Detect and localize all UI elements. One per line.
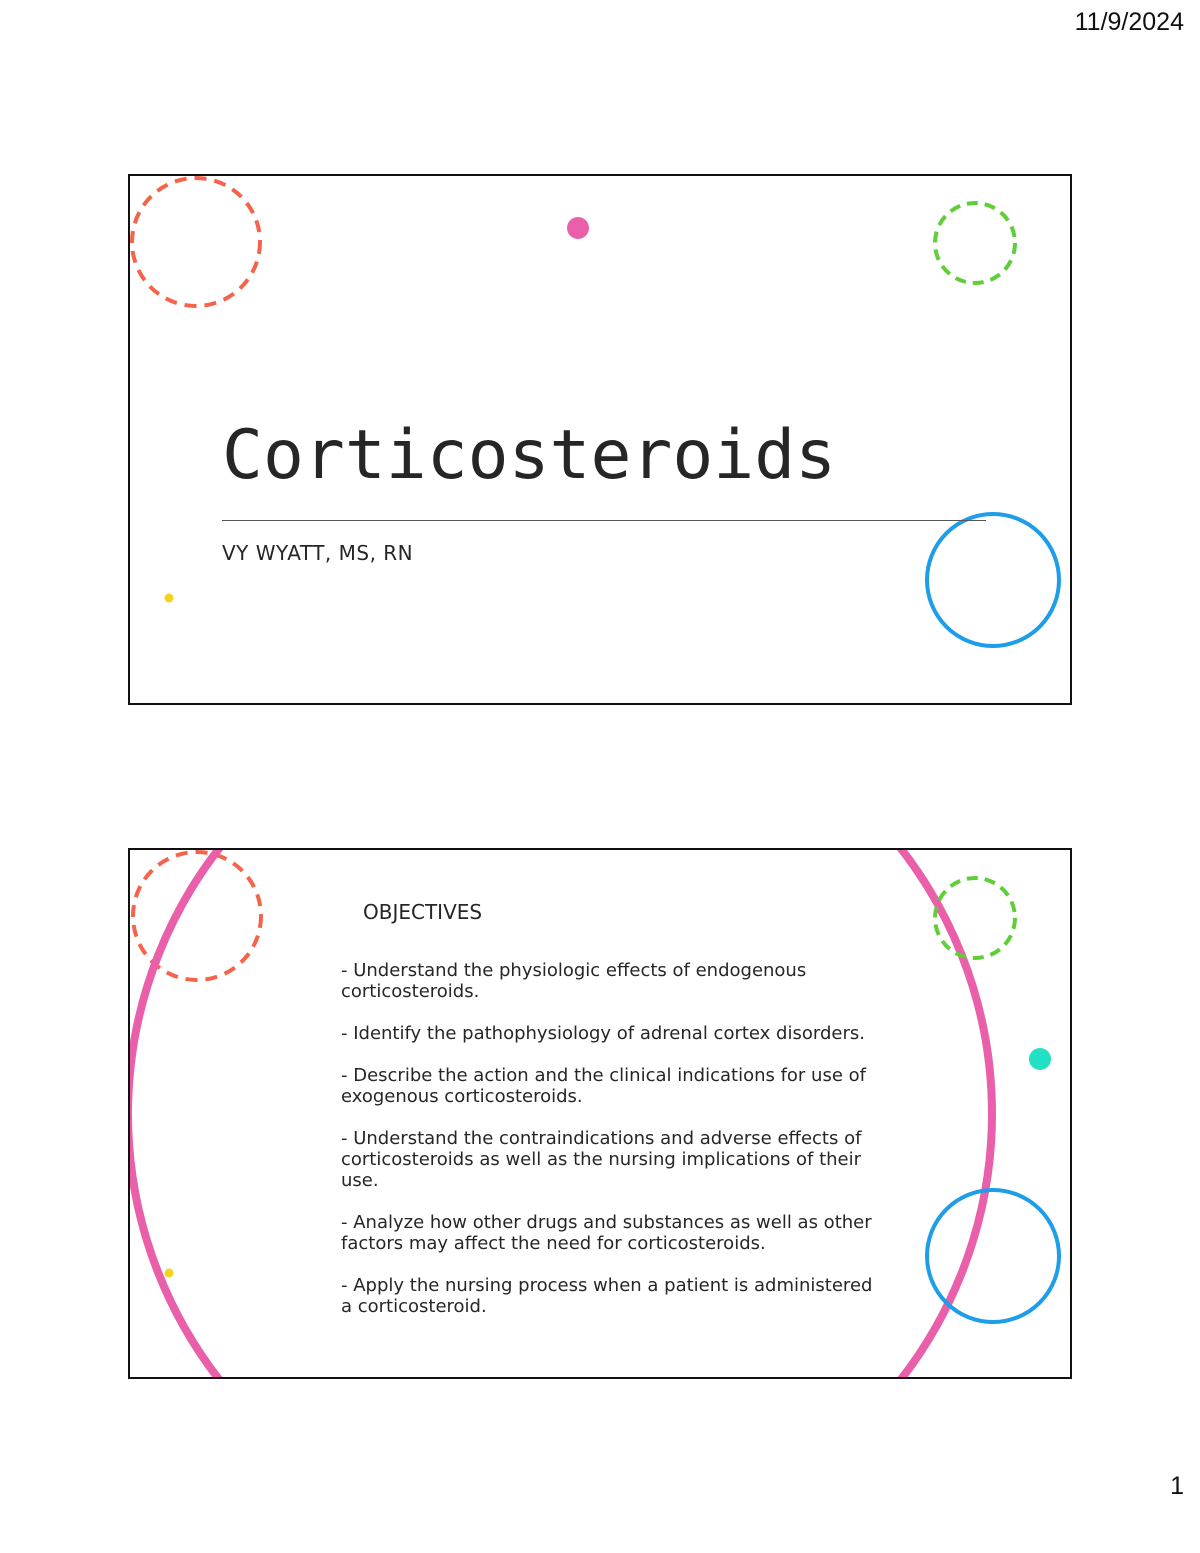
slide-title [128, 174, 1072, 705]
objective-item: - Understand the physiologic effects of endogenous corticosteroids. [341, 960, 807, 1002]
pink-dot [567, 217, 589, 239]
title-divider [222, 520, 986, 521]
page-number: 1 [1170, 1472, 1184, 1500]
objectives-heading: OBJECTIVES [363, 900, 483, 924]
slide-subtitle: VY WYATT, MS, RN [222, 541, 414, 565]
yellow-dot [165, 594, 174, 603]
slide-objectives [128, 848, 1072, 1379]
objective-item: - Analyze how other drugs and substances as well as other factors may affect the need for corticosteroids. [341, 1212, 872, 1254]
coral-dashed-circle [132, 178, 260, 306]
page-date: 11/9/2024 [1074, 8, 1184, 36]
objective-item: - Apply the nursing process when a patient is administered a corticosteroid. [341, 1275, 873, 1317]
objective-item: - Describe the action and the clinical indications for use of exogenous corticosteroids. [341, 1065, 866, 1107]
slide-title-text: Corticosteroids [222, 416, 837, 495]
objectives-list [341, 960, 881, 1338]
yellow-dot [165, 1269, 174, 1278]
teal-dot [1029, 1048, 1051, 1070]
blue-circle [927, 514, 1059, 646]
green-dashed-circle [935, 203, 1015, 283]
objective-item: - Identify the pathophysiology of adrenal cortex disorders. [341, 1023, 865, 1044]
objective-item: - Understand the contraindications and adverse effects of corticosteroids as well as the nursing implications of their use. [341, 1128, 862, 1191]
blue-circle [927, 1190, 1059, 1322]
